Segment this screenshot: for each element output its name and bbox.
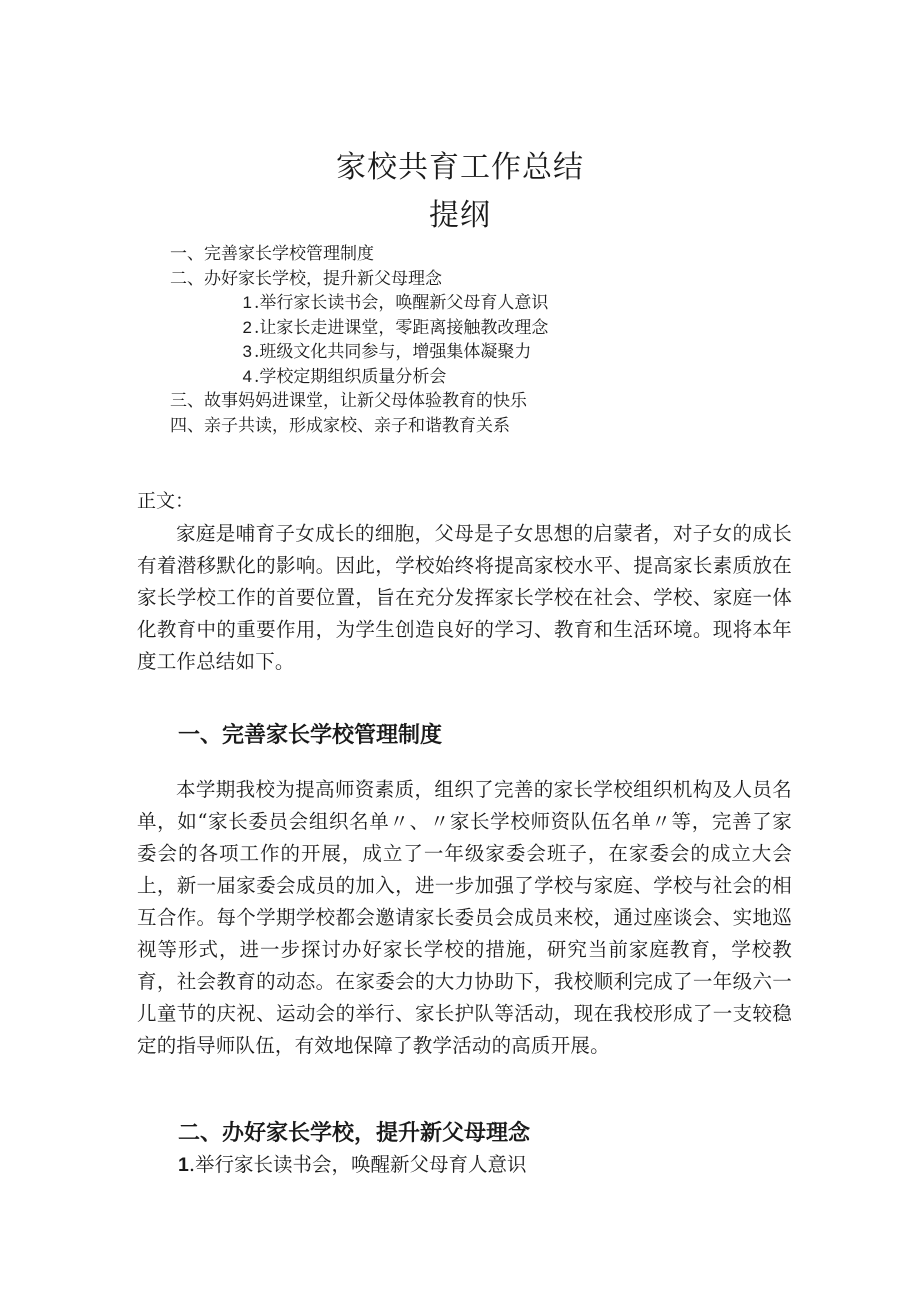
outline-subitem-number: 2 <box>242 317 252 337</box>
outline-subitem-text: .举行家长读书会，唤醒新父母育人意识 <box>254 293 549 313</box>
outline-item: 一、完善家长学校管理制度 <box>170 244 374 264</box>
outline-subitem-text: .让家长走进课堂，零距离接触教改理念 <box>254 317 549 338</box>
outline-list <box>170 242 548 438</box>
outline-subitem <box>170 291 548 316</box>
outline-item: 三、故事妈妈进课堂，让新父母体验教育的快乐 <box>170 391 527 411</box>
outline-title: 提纲 <box>429 198 491 233</box>
body-label: 正文： <box>137 490 195 512</box>
section-paragraph: 本学期我校为提高师资素质，组织了完善的家长学校组织机构及人员名单，如“家长委员会组织名单〃、〃家长学校师资队伍名单〃等，完善了家委会的各项工作的开展，成立了一年级家委会班子，在家委会的成立大会上，新一届家委会成员的加入，进一步加强了学校与家庭、学校与社会的相互合作。每个学期学校都会邀请家长委员会成员来校，通过座谈会、实地巡视等形式，进一步探讨办好家长学校的措施，研究当前家庭教育，学校教育，社会教育的动态。在家委会的大力协助下，我校顺利完成了一年级六一儿童节的庆祝、运动会的举行、家长护队等活动，现在我校形成了一支较稳定的指导师队伍，有效地保障了教学活动的高质开展。 <box>137 778 792 1057</box>
document-title: 家校共育工作总结 <box>336 150 584 185</box>
outline-subitem-number: 3 <box>242 342 252 361</box>
outline-subitem <box>170 365 548 390</box>
section-heading: 一、完善家长学校管理制度 <box>178 723 443 748</box>
outline-subitem <box>170 316 548 341</box>
section-heading: 二、办好家长学校，提升新父母理念 <box>178 1121 531 1146</box>
outline-subitem <box>170 340 548 365</box>
intro-paragraph: 家庭是哺育子女成长的细胞，父母是子女思想的启蒙者，对子女的成长有着潜移默化的影响。因此，学校始终将提高家校水平、提高家长素质放在家长学校工作的首要位置，旨在充分发挥家长学校在社会、学校、家庭一体化教育中的重要作用，为学生创造良好的学习、教育和生活环境。现将本年度工作总结如下。 <box>137 522 792 673</box>
outline-item: 二、办好家长学校，提升新父母理念 <box>170 268 442 289</box>
outline-subitem-number: 1 <box>242 293 252 312</box>
outline-subitem-number: 4 <box>242 366 252 386</box>
section-subheading-text: .举行家长读书会，唤醒新父母育人意识 <box>188 1153 527 1176</box>
outline-subitem-text: .班级文化共同参与，增强集体凝聚力 <box>254 342 532 362</box>
section-subheading-number: 1 <box>178 1154 189 1176</box>
section-subheading <box>178 1150 527 1180</box>
outline-item: 四、亲子共读，形成家校、亲子和谐教育关系 <box>170 415 510 436</box>
outline-subitem-text: .学校定期组织质量分析会 <box>254 366 447 387</box>
